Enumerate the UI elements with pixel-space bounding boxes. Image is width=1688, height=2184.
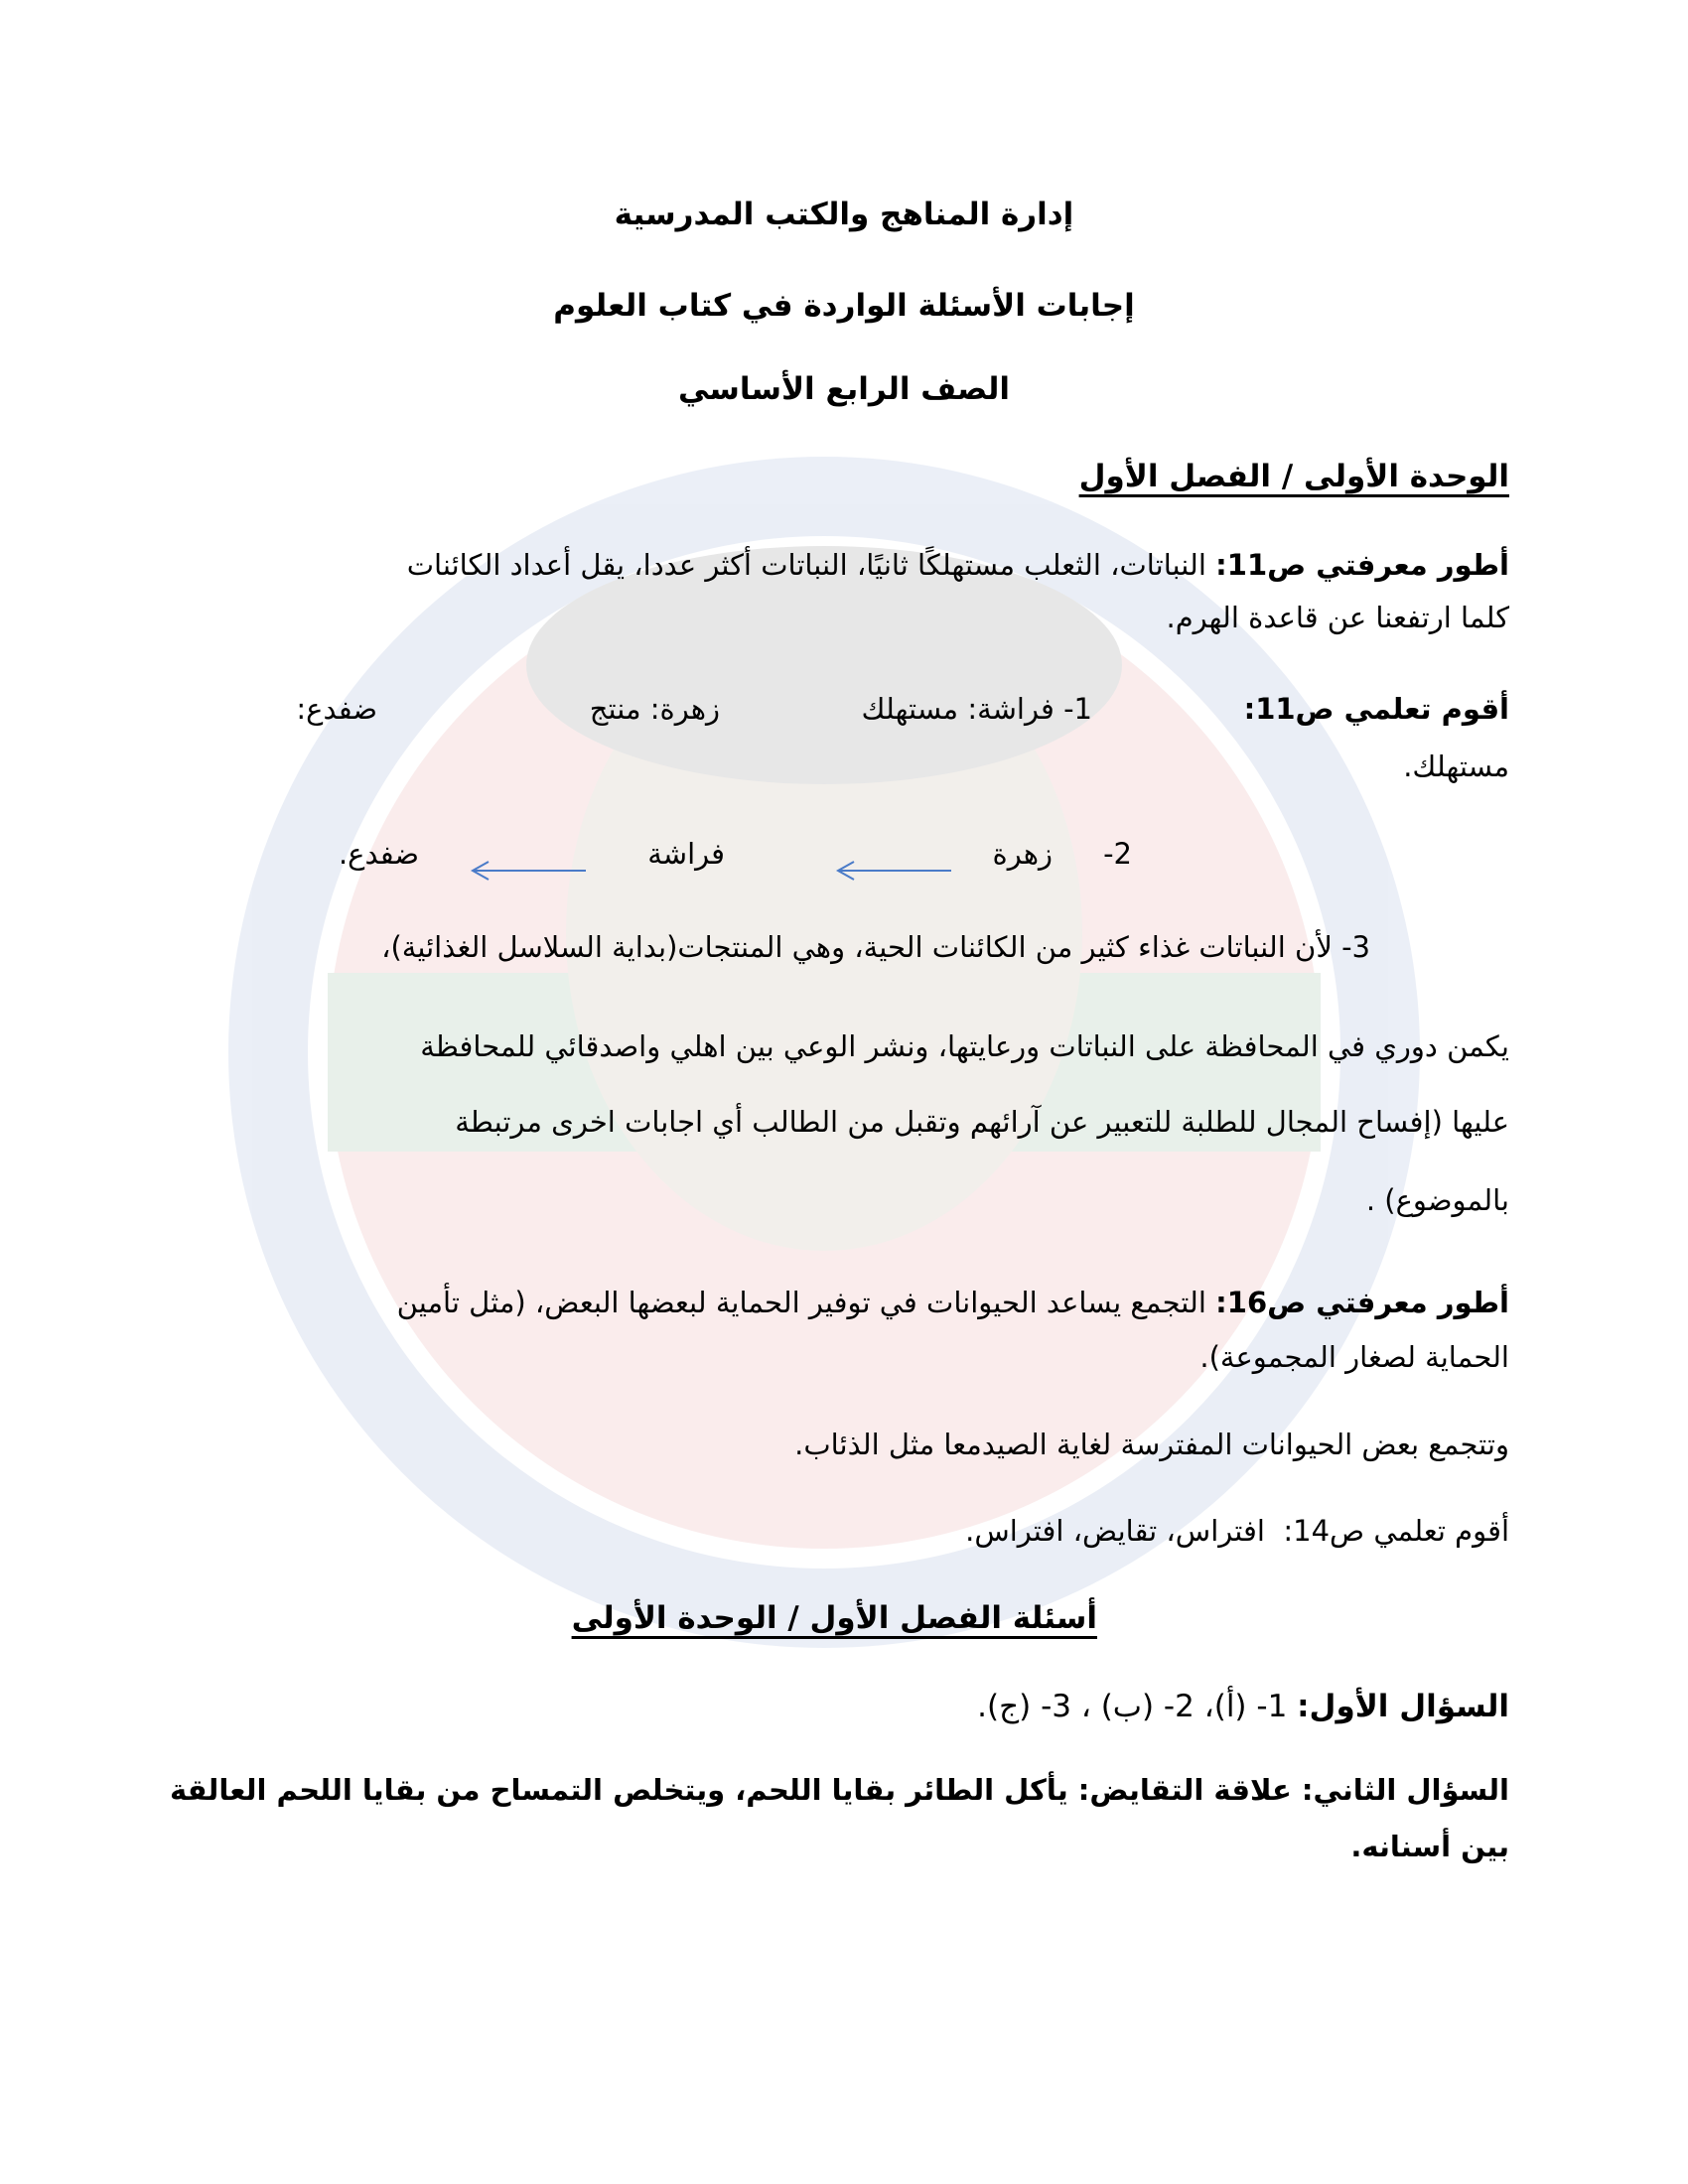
assess-11-item1: 1- فراشة: مستهلك: [861, 692, 1092, 726]
knowledge-11-line1: أطور معرفتي ص11: النباتات، الثعلب مستهلكًا ثانيًا، النباتات أكثر عددا، يقل أعداد الكائنات: [406, 548, 1509, 582]
q1-label: السؤال الأول:: [1297, 1689, 1509, 1724]
header-title-1: إدارة المناهج والكتب المدرسية: [614, 197, 1074, 232]
role-line-1: يكمن دوري في المحافظة على النباتات ورعايتها، ونشر الوعي بين اهلي واصدقائي للمحافظة: [420, 1029, 1509, 1063]
q2-line2: بين أسنانه.: [1350, 1830, 1509, 1863]
role-line-2: عليها (إفساح المجال للطلبة للتعبير عن آرائهم وتقبل من الطالب أي اجابات اخرى مرتبطة: [455, 1105, 1509, 1139]
knowledge-16-line2: الحماية لصغار المجموعة).: [1199, 1340, 1509, 1374]
knowledge-11-label: أطور معرفتي ص11:: [1215, 548, 1509, 582]
knowledge-11-line2: كلما ارتفعنا عن قاعدة الهرم.: [1166, 601, 1509, 634]
assess-11-item3: ضفدع:: [296, 692, 377, 726]
knowledge-16-line1: أطور معرفتي ص16: التجمع يساعد الحيوانات في توفير الحماية لبعضها البعض، (مثل تأمين: [396, 1286, 1509, 1319]
assess-11-label: أقوم تعلمي ص11:: [1243, 692, 1509, 726]
assess-11-item3-cont: مستهلك.: [1403, 750, 1509, 783]
questions-heading: أسئلة الفصل الأول / الوحدة الأولى: [571, 1600, 1097, 1636]
knowledge-16-label: أطور معرفتي ص16:: [1215, 1286, 1509, 1319]
unit-heading: الوحدة الأولى / الفصل الأول: [1078, 459, 1509, 494]
assess-11-item2: زهرة: منتج: [589, 692, 720, 726]
knowledge-16-line3: وتتجمع بعض الحيوانات المفترسة لغاية الصيدمعا مثل الذئاب.: [794, 1428, 1509, 1461]
assess-14-label: أقوم تعلمي ص14:: [1283, 1514, 1509, 1548]
q2-line1: السؤال الثاني: علاقة التقايض: يأكل الطائر بقايا اللحم، ويتخلص التمساح من بقايا اللحم العالقة: [169, 1773, 1509, 1807]
assess-14-line: أقوم تعلمي ص14: افتراس، تقايض، افتراس.: [965, 1514, 1509, 1548]
q1-answer: السؤال الأول: 1- (أ)، 2- (ب) ، 3- (ج).: [977, 1689, 1509, 1724]
chain-arrow-1: [832, 860, 953, 882]
chain-number: 2-: [1103, 837, 1132, 871]
chain-flower: زهرة: [992, 837, 1053, 871]
chain-arrow-2: [467, 860, 588, 882]
chain-butterfly: فراشة: [647, 837, 725, 871]
role-line-3: بالموضوع) .: [1365, 1183, 1509, 1217]
q2-label: السؤال الثاني:: [1301, 1773, 1509, 1807]
q3-answer: 3- لأن النباتات غذاء كثير من الكائنات الحية، وهي المنتجات(بداية السلاسل الغذائية)،: [381, 930, 1370, 964]
header-title-3: الصف الرابع الأساسي: [678, 371, 1010, 407]
chain-frog: ضفدع.: [338, 837, 419, 871]
header-title-2: إجابات الأسئلة الواردة في كتاب العلوم: [553, 288, 1135, 324]
